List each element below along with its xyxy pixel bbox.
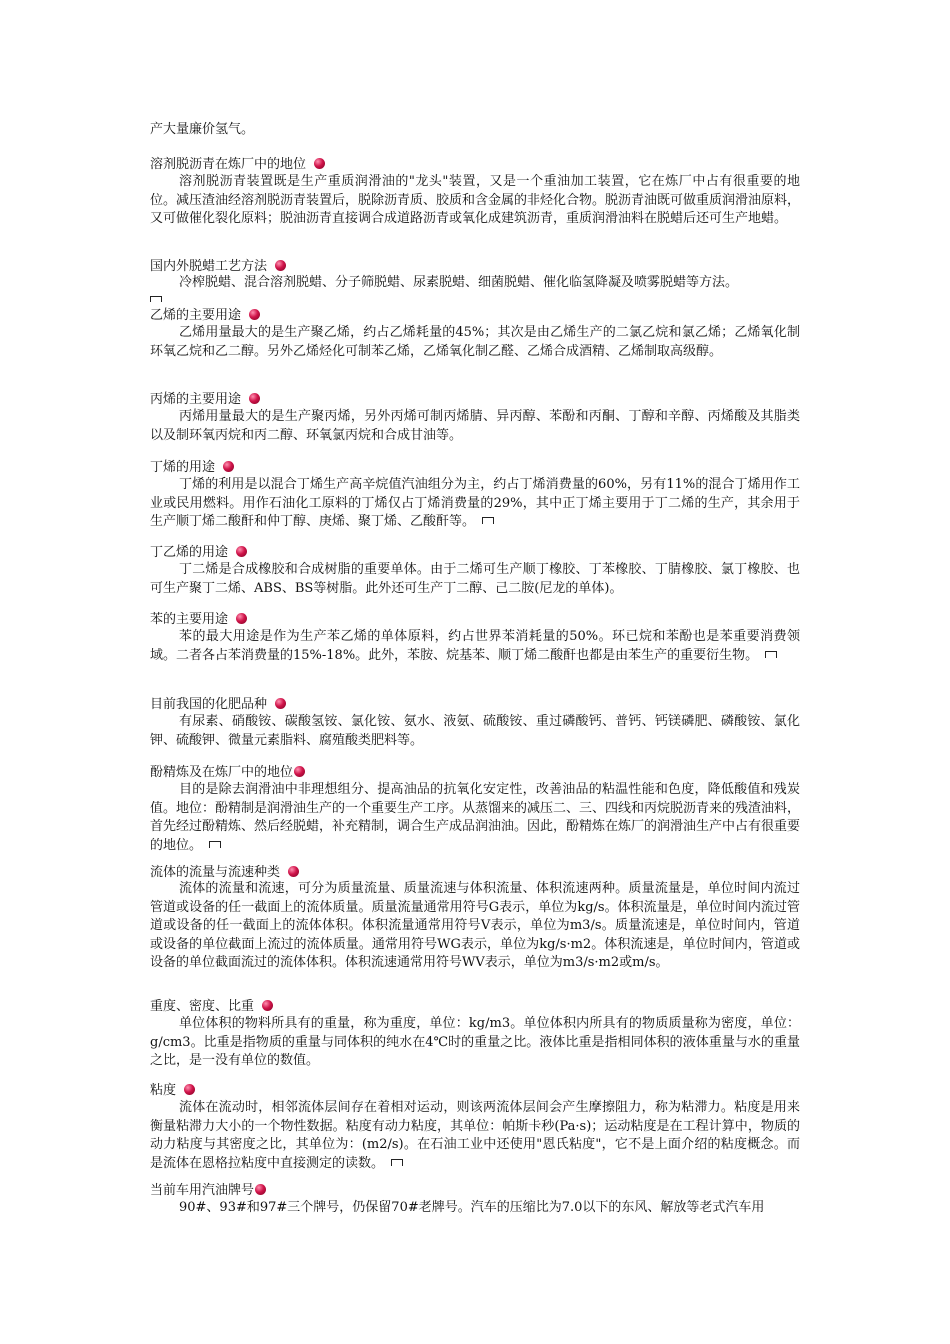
section-body-dewaxing-methods: 冷榨脱蜡、混合溶剂脱蜡、分子筛脱蜡、尿素脱蜡、细菌脱蜡、催化临氢降凝及喷雾脱蜡等方法。 [179,275,739,290]
bullet-icon [236,546,247,557]
section-body-fertilizer-types: 有尿素、硝酸铵、碳酸氢铵、氯化铵、氨水、液氨、硫酸铵、重过磷酸钙、普钙、钙镁磷肥、磷酸铵、氯化钾、硫酸钾、微量元素脂料、腐殖酸类肥料等。 [150,714,800,748]
section-title-solvent-deasphalting: 溶剂脱沥青在炼厂中的地位 [150,156,325,174]
paragraph-mark-icon [482,517,494,524]
bullet-icon [294,766,305,777]
intro-tail-text: 产大量廉价氢气。 [150,122,255,137]
section-body-viscosity: 流体在流动时，相邻流体层间存在着相对运动，则该两流体层间会产生摩擦阻力，称为粘滞力。粘度是用来衡量粘滞力大小的一个物性数据。粘度有动力粘度，其单位：帕斯卡秒(Pa·s)；运动粘度是在工程计算中，物质的动力粘度与其密度之比，其单位为：(m2/s)。在石油工业中还使用"恩氏粘度"，它不是上面介绍的粘度概念。而是流体在恩格拉粘度中直接测定的读数。 [150,1100,800,1171]
section-body-ethylene-uses: 乙烯用量最大的是生产聚乙烯，约占乙烯耗量的45%；其次是由乙烯生产的二氯乙烷和氯乙烯；乙烯氧化制环氧乙烷和乙二醇。另外乙烯烃化可制苯乙烯，乙烯氧化制乙醛、乙烯合成酒精、乙烯制取高级醇。 [150,325,800,359]
bullet-icon [249,393,260,404]
section-title-density: 重度、密度、比重 [150,998,273,1016]
section-body-butene-uses: 丁烯的利用是以混合丁烯生产高辛烷值汽油组分为主，约占丁烯消费量的60%，另有11%的混合丁烯用作工业或民用燃料。用作石油化工原料的丁烯仅占丁烯消费量的29%，其中正丁烯主要用于丁二烯的生产，其余用于生产顺丁烯二酸酐和仲丁醇、庚烯、聚丁烯、乙酸酐等。 [150,477,800,529]
section-title-gasoline-grades: 当前车用汽油牌号 [150,1182,266,1200]
bullet-icon [275,698,286,709]
section-title-butene-uses: 丁烯的用途 [150,459,234,477]
bullet-icon [255,1184,266,1195]
section-title-butadiene-uses: 丁乙烯的用途 [150,544,247,562]
paragraph-mark-icon [391,1159,403,1166]
section-title-viscosity: 粘度 [150,1082,195,1100]
bullet-icon [184,1084,195,1095]
section-title-fertilizer-types: 目前我国的化肥品种 [150,696,286,714]
section-title-ethylene-uses: 乙烯的主要用途 [150,307,260,325]
bullet-icon [223,461,234,472]
section-title-benzene-uses: 苯的主要用途 [150,611,247,629]
paragraph-mark-icon [765,651,777,658]
section-body-gasoline-grades: 90#、93#和97#三个牌号，仍保留70#老牌号。汽车的压缩比为7.0以下的东风、解放等老式汽车用 [179,1200,765,1215]
paragraph-mark-icon [209,841,221,848]
section-body-butadiene-uses: 丁二烯是合成橡胶和合成树脂的重要单体。由于二烯可生产顺丁橡胶、丁苯橡胶、丁腈橡胶、氯丁橡胶、也可生产聚丁二烯、ABS、BS等树脂。此外还可生产丁二醇、己二胺(尼龙的单体)。 [150,562,800,596]
section-title-phenol-refining: 酚精炼及在炼厂中的地位 [150,764,305,782]
bullet-icon [288,866,299,877]
bullet-icon [314,158,325,169]
section-body-solvent-deasphalting: 溶剂脱沥青装置既是生产重质润滑油的"龙头"装置，又是一个重油加工装置，它在炼厂中占有很重要的地位。减压渣油经溶剂脱沥青装置后，脱除沥青质、胶质和含金属的非烃化合物。脱沥青油既可做重质润滑油原料，又可做催化裂化原料；脱油沥青直接调合成道路沥青或氧化成建筑沥青，重质润滑油料在脱蜡后还可生产地蜡。 [150,174,801,226]
section-body-density: 单位体积的物料所具有的重量，称为重度，单位：kg/m3。单位体积内所具有的物质质量称为密度，单位：g/cm3。比重是指物质的重量与同体积的纯水在4℃时的重量之比。液体比重是指相同体积的液体重量与水的重量之比，是一没有单位的数值。 [150,1016,800,1068]
section-title-propylene-uses: 丙烯的主要用途 [150,391,260,409]
bullet-icon [275,260,286,271]
bullet-icon [236,613,247,624]
section-title-dewaxing-methods: 国内外脱蜡工艺方法 [150,258,286,276]
bullet-icon [249,309,260,320]
section-title-fluid-flow: 流体的流量与流速种类 [150,864,299,882]
bullet-icon [262,1000,273,1011]
paragraph-mark-icon [150,296,162,302]
section-body-benzene-uses: 苯的最大用途是作为生产苯乙烯的单体原料，约占世界苯消耗量的50%。环已烷和苯酚也是苯重要消费领域。二者各占苯消费量的15%-18%。此外，苯胺、烷基苯、顺丁烯二酸酐也都是由苯生产的重要衍生物。 [150,629,800,663]
section-body-fluid-flow: 流体的流量和流速，可分为质量流量、质量流速与体积流量、体积流速两种。质量流量是，单位时间内流过管道或设备的任一截面上的流体质量。质量流量通常用符号G表示，单位为kg/s。体积流量是，单位时间内流过管道或设备的任一截面上的流体体积。体积流量通常用符号V表示，单位为m3/s。质量流速是，单位时间内，管道或设备的单位截面上流过的流体质量。通常用符号WG表示，单位为kg/s·m2。体积流速是，单位时间内，管道或设备的单位截面流过的流体体积。体积流速通常用符号WV表示，单位为m3/s·m2或m/s。 [150,881,800,970]
section-body-propylene-uses: 丙烯用量最大的是生产聚丙烯，另外丙烯可制丙烯腈、异丙醇、苯酚和丙酮、丁醇和辛醇、丙烯酸及其脂类以及制环氧丙烷和丙二醇、环氧氯丙烷和合成甘油等。 [150,409,800,443]
section-body-phenol-refining: 目的是除去润滑油中非理想组分、提高油品的抗氧化安定性，改善油品的粘温性能和色度，降低酸值和残炭值。地位：酚精制是润滑油生产的一个重要生产工序。从蒸馏来的减压二、三、四线和丙烷脱沥青来的残渣油料，首先经过酚精炼、然后经脱蜡，补充精制，调合生产成品润油油。因此，酚精炼在炼厂的润滑油生产中占有很重要的地位。 [150,782,801,853]
